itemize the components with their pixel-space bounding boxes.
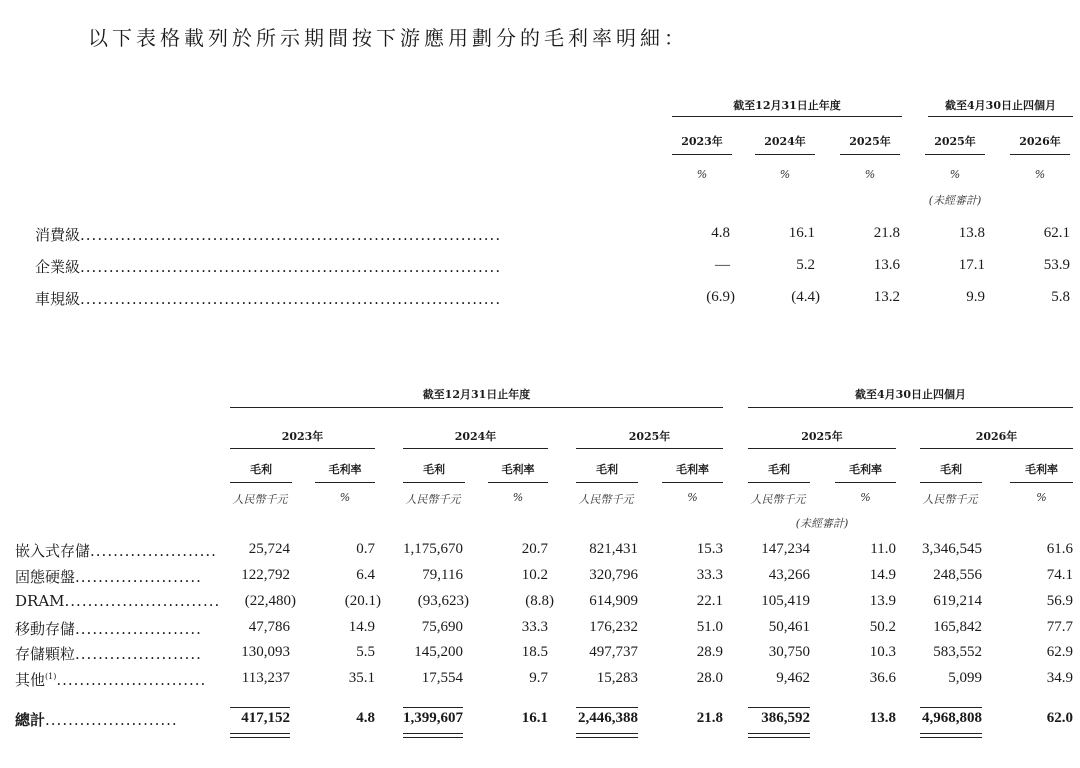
t2-cell: 28.9 — [696, 644, 723, 660]
t2-total-cell: 13.8 — [869, 710, 896, 726]
t2-cell: 583,552 — [933, 644, 982, 660]
t2-total-cell: 2,446,388 — [578, 710, 638, 726]
t2-cell: 75,690 — [421, 619, 463, 635]
t2-cell: 614,909 — [589, 593, 638, 609]
t2-cell: 176,232 — [589, 619, 638, 635]
t2-cell: 5.5 — [356, 644, 375, 660]
t1-cell: 9.9 — [966, 289, 985, 305]
t2-row-label: 嵌入式存儲...................... — [15, 542, 217, 560]
t2-unit-pct: % — [339, 491, 351, 504]
t1-unit-5: % — [1034, 168, 1046, 181]
intro-text: 以下表格載列於所示期間按下游應用劃分的毛利率明細： — [88, 26, 688, 50]
t2-col-gp: 毛利 — [423, 463, 445, 476]
t2-cell: 15,283 — [596, 670, 638, 686]
t2-cell: 34.9 — [1046, 670, 1073, 686]
t2-total-label: 總計....................... — [15, 711, 178, 729]
t2-unit-rmb: 人民幣千元 — [922, 493, 978, 506]
t2-year: 2024年 — [454, 430, 497, 443]
t1-cell: 13.6 — [873, 257, 900, 273]
t2-col-gm: 毛利率 — [849, 463, 882, 476]
t2-row-label: 存儲顆粒...................... — [15, 645, 202, 663]
t2-col-gm: 毛利率 — [1025, 463, 1058, 476]
t2-col-gm: 毛利率 — [676, 463, 709, 476]
t1-cell: 53.9 — [1043, 257, 1070, 273]
t2-unit-pct: % — [687, 491, 698, 504]
t1-cell: (4.4) — [791, 289, 820, 305]
t1-cell: 17.1 — [958, 257, 985, 273]
t2-unit-pct: % — [512, 491, 524, 504]
t2-col-gp: 毛利 — [250, 463, 272, 476]
t1-row-label: 企業級......................................................................... — [35, 258, 502, 276]
t2-cell: (93,623) — [417, 593, 469, 609]
t2-cell: 22.1 — [696, 593, 723, 609]
t2-cell: 3,346,545 — [922, 541, 982, 557]
t2-cell: 35.1 — [348, 670, 375, 686]
t2-row-label: 固態硬盤...................... — [15, 568, 202, 586]
t2-unit-pct: % — [860, 491, 871, 504]
t2-unit-pct: % — [1036, 491, 1047, 504]
t1-cell: 4.8 — [711, 225, 730, 241]
t2-cell: 36.6 — [869, 670, 896, 686]
t1-year-2025-4m: 2025年 — [934, 135, 976, 148]
t2-cell: 77.7 — [1046, 619, 1073, 635]
t2-cell: 33.3 — [521, 619, 548, 635]
t2-total-cell: 16.1 — [521, 710, 548, 726]
t2-total-cell: 62.0 — [1046, 710, 1073, 726]
t1-cell: 13.2 — [873, 289, 900, 305]
t2-col-gm: 毛利率 — [501, 463, 535, 476]
t1-year-2023: 2023年 — [681, 135, 723, 148]
t2-unit-rmb: 人民幣千元 — [232, 493, 288, 506]
t2-unaudited: (未經審計) — [795, 517, 849, 530]
t2-cell: 619,214 — [933, 593, 982, 609]
t2-cell: 50.2 — [869, 619, 896, 635]
t2-cell: 248,556 — [933, 567, 982, 583]
t2-cell: (22,480) — [244, 593, 296, 609]
t2-cell: 122,792 — [241, 567, 290, 583]
t1-unit-1: % — [696, 168, 708, 181]
t1-cell: — — [715, 257, 730, 273]
t2-cell: 1,175,670 — [403, 541, 463, 557]
t2-row-label: DRAM........................... — [15, 592, 221, 610]
t2-cell: 62.9 — [1046, 644, 1073, 660]
t2-cell: 113,237 — [241, 670, 290, 686]
t2-cell: (20.1) — [344, 593, 381, 609]
t2-cell: 50,461 — [768, 619, 810, 635]
t2-year: 2025年 — [801, 430, 843, 443]
t2-cell: 0.7 — [356, 541, 375, 557]
t2-cell: 165,842 — [933, 619, 982, 635]
t2-col-gp: 毛利 — [940, 463, 962, 476]
t2-cell: 51.0 — [696, 619, 723, 635]
t1-cell: 5.2 — [796, 257, 815, 273]
t1-row-label: 車規級......................................................................... — [35, 290, 502, 308]
t2-cell: 14.9 — [869, 567, 896, 583]
t2-total-cell: 386,592 — [761, 710, 810, 726]
t2-cell: 6.4 — [356, 567, 375, 583]
t2-total-cell: 4,968,808 — [922, 710, 982, 726]
t2-cell: 33.3 — [696, 567, 723, 583]
t2-total-cell: 4.8 — [356, 710, 375, 726]
t1-cell: 13.8 — [958, 225, 985, 241]
t1-year-2026-4m: 2026年 — [1019, 135, 1061, 148]
t2-col-gm: 毛利率 — [328, 463, 362, 476]
t1-cell: 16.1 — [788, 225, 815, 241]
t2-cell: 74.1 — [1046, 567, 1073, 583]
t2-year: 2025年 — [628, 430, 671, 443]
t2-cell: 9,462 — [776, 670, 810, 686]
t1-row-label: 消費級......................................................................... — [35, 226, 502, 244]
t1-cell: 21.8 — [873, 225, 900, 241]
t2-col-gp: 毛利 — [768, 463, 790, 476]
t2-cell: 14.9 — [348, 619, 375, 635]
t2-cell: 30,750 — [768, 644, 810, 660]
t2-cell: 17,554 — [421, 670, 463, 686]
t2-total-cell: 1,399,607 — [403, 710, 463, 726]
t2-unit-rmb: 人民幣千元 — [405, 493, 461, 506]
t1-year-2024: 2024年 — [764, 135, 806, 148]
t2-unit-rmb: 人民幣千元 — [750, 493, 806, 506]
t2-cell: 25,724 — [248, 541, 290, 557]
t2-cell: (8.8) — [525, 593, 554, 609]
t2-col-gp: 毛利 — [596, 463, 618, 476]
t1-group-fy: 截至12月31日止年度 — [733, 99, 841, 112]
t1-unit-2: % — [779, 168, 791, 181]
t2-cell: 13.9 — [869, 593, 896, 609]
t2-unit-rmb: 人民幣千元 — [578, 493, 634, 506]
t1-unit-3: % — [864, 168, 876, 181]
t2-group-4m: 截至4月30日止四個月 — [855, 388, 966, 401]
t2-cell: 821,431 — [589, 541, 638, 557]
t2-total-cell: 417,152 — [241, 710, 290, 726]
t1-cell: (6.9) — [706, 289, 735, 305]
t2-cell: 56.9 — [1046, 593, 1073, 609]
t2-total-cell: 21.8 — [696, 710, 723, 726]
t2-cell: 5,099 — [948, 670, 982, 686]
t2-year: 2026年 — [975, 430, 1018, 443]
t2-cell: 145,200 — [414, 644, 463, 660]
t2-cell: 10.2 — [521, 567, 548, 583]
t2-cell: 10.3 — [869, 644, 896, 660]
t1-unaudited: (未經審計) — [928, 194, 982, 207]
t1-group-4m: 截至4月30日止四個月 — [945, 99, 1056, 112]
t2-cell: 105,419 — [761, 593, 810, 609]
t2-cell: 11.0 — [870, 541, 896, 557]
t2-cell: 61.6 — [1046, 541, 1073, 557]
t2-cell: 9.7 — [529, 670, 548, 686]
t2-group-fy: 截至12月31日止年度 — [422, 388, 531, 401]
t2-year: 2023年 — [281, 430, 324, 443]
t2-cell: 47,786 — [248, 619, 290, 635]
t2-cell: 18.5 — [521, 644, 548, 660]
t2-row-label: 其他$^{(1)}$.......................... — [15, 671, 207, 689]
t2-cell: 15.3 — [696, 541, 723, 557]
t2-cell: 497,737 — [589, 644, 638, 660]
t1-unit-4: % — [949, 168, 961, 181]
t2-row-label: 移動存儲...................... — [15, 620, 202, 638]
t2-cell: 20.7 — [521, 541, 548, 557]
t2-cell: 147,234 — [761, 541, 810, 557]
t2-cell: 79,116 — [422, 567, 463, 583]
t2-cell: 28.0 — [696, 670, 723, 686]
t2-cell: 130,093 — [241, 644, 290, 660]
t1-cell: 5.8 — [1051, 289, 1070, 305]
t2-cell: 43,266 — [768, 567, 810, 583]
t2-cell: 320,796 — [589, 567, 638, 583]
t1-year-2025: 2025年 — [849, 135, 891, 148]
t1-cell: 62.1 — [1043, 225, 1070, 241]
